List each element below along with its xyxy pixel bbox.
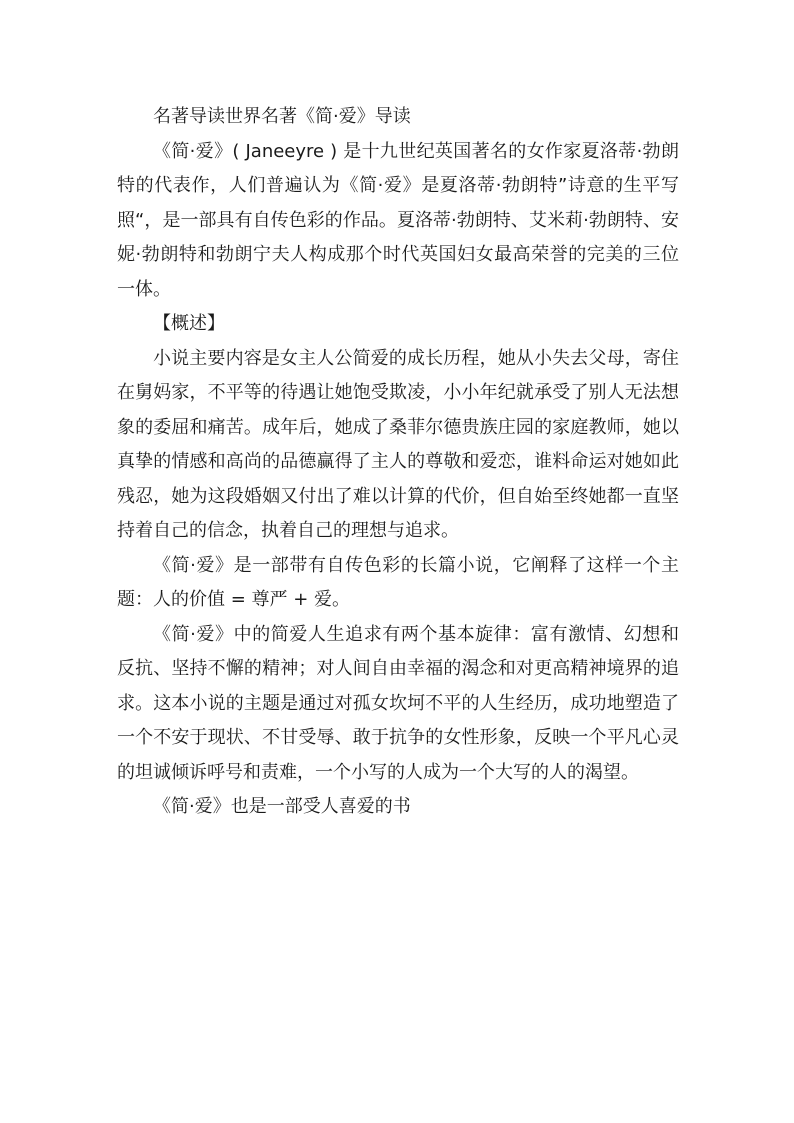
document-title: 名著导读世界名著《简·爱》导读 <box>153 106 411 127</box>
body-paragraph: 《简·爱》中的简爱人生追求有两个基本旋律：富有激情、幻想和反抗、坚持不懈的精神；对人间自由幸福的渴念和对更高精神境界的追求。这本小说的主题是通过对孤女坎坷不平的人生经历，成功地塑造了一个不安于现状、不甘受辱、敢于抗争的女性形象，反映一个平凡心灵的坦诚倾诉呼号和责难，一个小写的人成为一个大写的人的渴望。 <box>117 623 679 783</box>
document-page <box>117 100 679 825</box>
body-paragraph: 《简·爱》也是一部受人喜爱的书 <box>153 796 411 817</box>
body-paragraph: 小说主要内容是女主人公简爱的成长历程，她从小失去父母，寄住在舅妈家，不平等的待遇让她饱受欺凌，小小年纪就承受了别人无法想象的委屈和痛苦。成年后，她成了桑菲尔德贵族庄园的家庭教师，她以真挚的情感和高尚的品德赢得了主人的尊敬和爱恋，谁料命运对她如此残忍，她为这段婚姻又付出了难以计算的代价，但自始至终她都一直坚持着自己的信念，执着自己的理想与追求。 <box>117 347 679 541</box>
body-paragraph: 《简·爱》是一部带有自传色彩的长篇小说，它阐释了这样一个主题：人的价值 = 尊严 + 爱。 <box>117 554 679 610</box>
section-heading: 【概述】 <box>153 313 225 334</box>
intro-paragraph: 《简·爱》( Janeeyre ) 是十九世纪英国著名的女作家夏洛蒂·勃朗特的代表作，人们普遍认为《简·爱》是夏洛蒂·勃朗特”诗意的生平写照“，是一部具有自传色彩的作品。夏洛蒂·勃朗特、艾米莉·勃朗特、安妮·勃朗特和勃朗宁夫人构成那个时代英国妇女最高荣誉的完美的三位一体。 <box>117 140 679 300</box>
